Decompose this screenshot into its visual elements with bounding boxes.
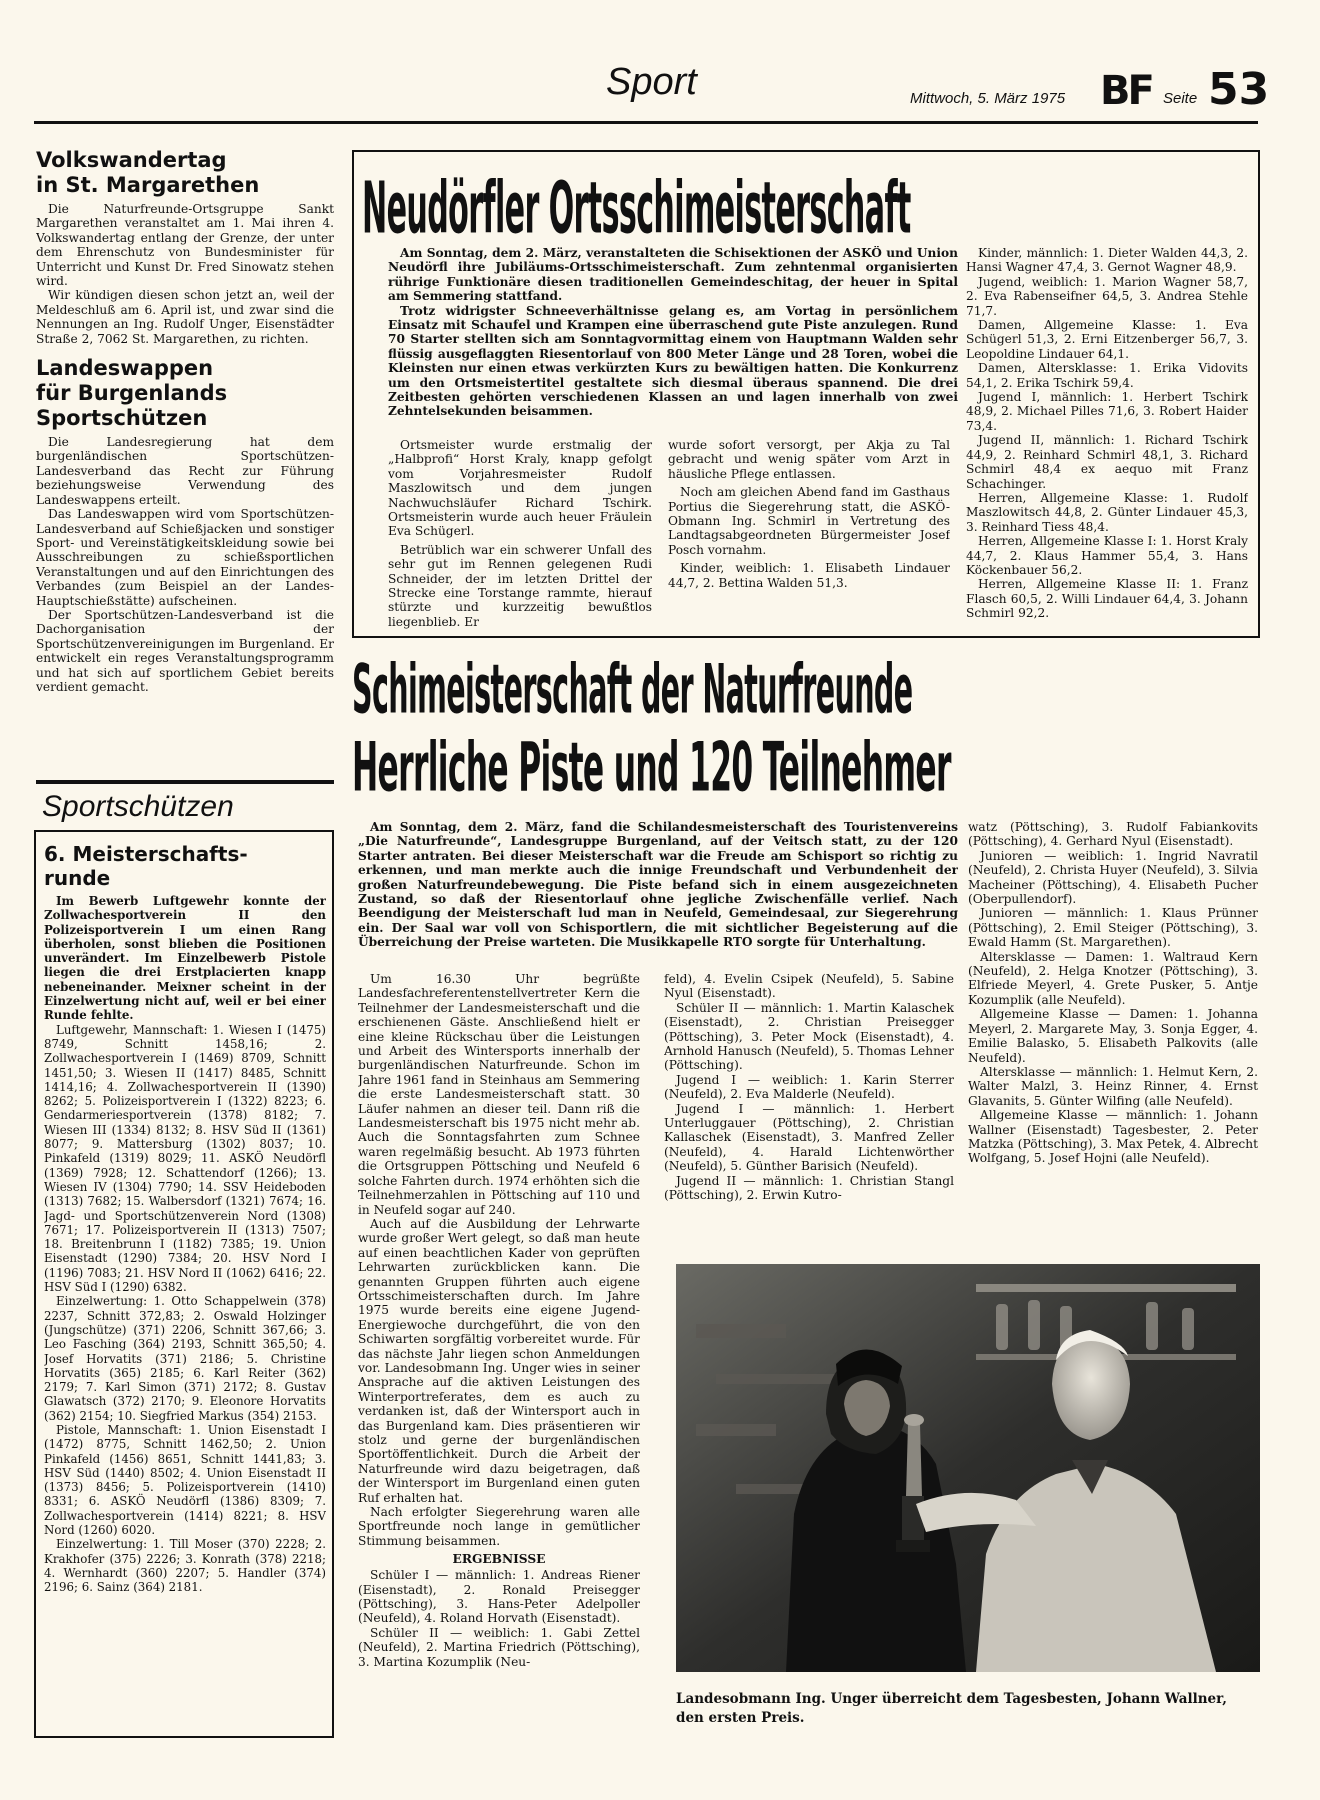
headline-herrliche-piste: Herrliche Piste und 120 Teilnehmer [352, 729, 951, 808]
title-line: Sportschützen [36, 406, 208, 431]
lead-paragraph: Am Sonntag, dem 2. März, veranstalteten die Schisektionen der ASKÖ und Union Neudörfl ihre Jubiläums-Ortsschimeisterschaft. Zum zehntenmal organisierten rührige Funktionäre diesen traditionellen Gemeindeschitag, der heuer in Spital am Semmering stattfand. [388, 246, 958, 304]
paragraph: Die Naturfreunde-Ortsgruppe Sankt Margarethen veranstaltet am 1. Mai ihren 4. Volkswandertag entlang der Grenze, der unter dem Ehrenschutz von Bundesminister für Unterricht und Kunst Dr. Fred Sinowatz stehen wird. [36, 202, 334, 289]
article-title-landeswappen [36, 356, 334, 431]
naturfreunde-lead [358, 820, 958, 960]
naturfreunde-col3 [968, 820, 1258, 1250]
naturfreunde-col1 [358, 972, 640, 1752]
page-label: Seite [1163, 90, 1198, 107]
left-column [36, 146, 334, 776]
news-photo [676, 1264, 1260, 1672]
page-number: 53 [1208, 64, 1270, 115]
results-heading: ERGEBNISSE [452, 1552, 546, 1567]
paragraph: wurde sofort versorgt, per Akja zu Tal gebracht und wenig später vom Arzt in häusliche Pflege entlassen. [668, 438, 950, 481]
paragraph: Im Bewerb Luftgewehr konnte der Zollwachesportverein II den Polizeisportverein I um einen Rang überholen, sonst blieben die Positionen unverändert. Im Einzelbewerb Pistole liegen die drei Erstplacierten knapp nebeneinander. Meixner scheint in der Einzelwertung nicht auf, weil er bei einer Runde fehlte. [44, 894, 326, 1023]
title-line: in St. Margarethen [36, 173, 260, 197]
result-line: watz (Pöttsching), 3. Rudolf Fabiankovits (Pöttsching), 4. Gerhard Nyul (Eisenstadt). [968, 820, 1258, 849]
paragraph: Einzelwertung: 1. Otto Schappelwein (378) 2237, Schnitt 372,83; 2. Oswald Holzinger (Jungschütze) (371) 2206, Schnitt 367,66; 3. Leo Fasching (364) 2193, Schnitt 365,50; 4. Josef Horvatits (371) 2186; 5. Christine Horvatits (365) 2185; 6. Karl Reiter (362) 2179; 7. Karl Simon (371) 2172; 8. Gustav Glawatsch (372) 2170; 9. Eleonore Horvatits (362) 2154; 10. Siegfried Markus (354) 2153. [44, 1294, 326, 1423]
neudoerfl-col1 [388, 438, 652, 632]
left-rule [36, 780, 334, 784]
paragraph: Pistole, Mannschaft: 1. Union Eisenstadt I (1472) 8775, Schnitt 1462,50; 2. Union Pinkafeld (1456) 8651, Schnitt 1441,83; 3. HSV Süd (1440) 8502; 4. Union Eisenstadt II (1373) 8456; 5. Polizeisportverein (1410) 8331; 6. ASKÖ Neudörfl (1386) 8309; 7. Zollwachesportverein (1414) 8221; 8. HSV Nord (1260) 6020. [44, 1422, 326, 1538]
headline-neudoerfl: Neudörfler Ortsschimeisterschaft [362, 166, 911, 250]
result-line: Altersklasse — Damen: 1. Waltraud Kern (Neufeld), 2. Helga Knotzer (Pöttsching), 3. Elfriede Meyerl, 4. Grete Pusker, 5. Antje Kozumplik (alle Neufeld). [968, 949, 1258, 1007]
result-line: Schüler I — männlich: 1. Andreas Riener (Eisenstadt), 2. Ronald Preisegger (Pöttsching), 3. Hans-Peter Adelpoller (Neufeld), 4. Roland Horvath (Eisenstadt). [358, 1568, 640, 1626]
result-line: Jugend II, männlich: 1. Richard Tschirk 44,9, 2. Reinhard Schmirl 48,1, 3. Richard Schmirl 48,4 ex aequo mit Franz Schachinger. [966, 433, 1248, 491]
result-line: Jugend I — männlich: 1. Herbert Unterluggauer (Pöttsching), 2. Christian Kallaschek (Eisenstadt), 3. Manfred Zeller (Neufeld), 4. Harald Lichtenwörther (Neufeld), 5. Günther Barisich (Neufeld). [664, 1101, 954, 1174]
result-line: Altersklasse — männlich: 1. Helmut Kern, 2. Walter Malzl, 3. Heinz Rinner, 4. Ernst Glavanits, 5. Günter Wilfing (alle Neufeld). [968, 1064, 1258, 1108]
paragraph: Wir kündigen diesen schon jetzt an, weil der Meldeschluß am 6. April ist, und zwar sind die Nennungen an Ing. Rudolf Unger, Eisenstädter Straße 2, 7062 St. Margarethen, zu richten. [36, 288, 334, 346]
photo-image [676, 1264, 1260, 1672]
masthead-rule [34, 121, 1258, 124]
paragraph: Auch auf die Ausbildung der Lehrwarte wurde großer Wert gelegt, so daß man heute auf einen beachtlichen Kader von geprüften Lehrwarten zurückblicken kann. Die genannten Gruppen führten auch eigene Ortsschimeisterschaften durch. Im Jahre 1975 wurde bereits eine eigene Jugend-Energiewoche durchgeführt, die von den Schiwarten sorgfältig vorbereitet wurde. Für das nächste Jahr liegen schon Anmeldungen vor. Landesobmann Ing. Unger wies in seiner Ansprache auf die aktiven Leistungen des Winterportreferates, dem es auch zu verdanken ist, daß der Wintersport auch in das Burgenland kam. Dies präsentieren wir stolz und gerne der burgenländischen Sportöffentlichkeit. Durch die Arbeit der Naturfreunde wird dazu beigetragen, daß der Wintersport im Burgenland einen guten Ruf erhalten hat. [358, 1216, 640, 1505]
paragraph: Ortsmeister wurde erstmalig der „Halbprofi“ Horst Kraly, knapp gefolgt vom Vorjahresmeister Rudolf Maszlowitsch und dem jungen Nachwuchsläufer Richard Tschirk. Ortsmeisterin wurde auch heuer Fräulein Eva Schügerl. [388, 438, 652, 539]
title-line: für Burgenlands [36, 381, 228, 406]
paragraph: Der Sportschützen-Landesverband ist die Dachorganisation der Sportschützenvereinigungen im Burgenland. Er entwickelt ein reges Veranstaltungsprogramm und hat sich auf sportlichem Gebiet bereits verdient gemacht. [36, 607, 334, 694]
paragraph: Nach erfolgter Siegerehrung waren alle Sportfreunde noch lange in gemütlicher Stimmung beisammen. [358, 1505, 640, 1548]
lead-paragraph: Trotz widrigster Schneeverhältnisse gelang es, am Vortag in persönlichem Einsatz mit Schaufel und Krampen eine überraschend gute Piste anzulegen. Rund 70 Starter stellten sich am Sonntagvormittag einem von Hauptmann Walden sehr flüssig ausgeflaggten Riesentorlauf von 800 Meter Länge und 28 Toren, wobei die Kleinsten nur einen etwas verkürzten Kurs zu bewältigen hatten. Die Konkurrenz um den Ortsmeistertitel gestaltete sich diesmal überaus spannend. Die drei Zeitbesten gehörten verschiedenen Klassen an und lagen innerhalb von zwei Zehntelsekunden beisammen. [388, 303, 958, 419]
section-heading-sportschuetzen: Sportschützen [42, 790, 234, 823]
photo-caption: Landesobmann Ing. Unger überreicht dem Tagesbesten, Johann Wallner, den ersten Preis. [676, 1691, 1227, 1726]
paragraph: Einzelwertung: 1. Till Moser (370) 2228; 2. Krakhofer (375) 2226; 3. Konrath (378) 2218; 4. Wernhardt (360) 2207; 5. Handler (374) 2196; 6. Sainz (364) 2181. [44, 1537, 326, 1595]
result-line: Jugend, weiblich: 1. Marion Wagner 58,7, 2. Eva Rabenseifner 64,5, 3. Andrea Stehle 71,7. [966, 274, 1248, 318]
result-line: Herren, Allgemeine Klasse II: 1. Franz Flasch 60,5, 2. Willi Lindauer 64,4, 3. Johann Schmirl 92,2. [966, 577, 1248, 621]
paragraph: Kinder, weiblich: 1. Elisabeth Lindauer 44,7, 2. Bettina Walden 51,3. [668, 561, 950, 590]
title-line: 6. Meisterschafts- [44, 842, 248, 866]
result-line: Junioren — weiblich: 1. Ingrid Navratil (Neufeld), 2. Christa Huyer (Neufeld), 3. Silvia Macheiner (Pöttsching), 4. Elisabeth Pucher (Oberpullendorf). [968, 848, 1258, 907]
headline-naturfreunde: Schimeisterschaft der Naturfreunde [352, 651, 913, 730]
result-line: Damen, Allgemeine Klasse: 1. Eva Schügerl 51,3, 2. Erni Eitzenberger 56,7, 3. Leopoldine Lindauer 64,1. [966, 318, 1248, 361]
title-line: Landeswappen [36, 356, 214, 381]
paragraph: Luftgewehr, Mannschaft: 1. Wiesen I (1475) 8749, Schnitt 1458,16; 2. Zollwachesportverein I (1469) 8709, Schnitt 1451,50; 3. Wiesen II (1417) 8485, Schnitt 1414,16; 4. Zollwachesportverein II (1390) 8262; 5. Polizeisportverein I (1322) 8223; 6. Gendarmeriesportverein (1378) 8182; 7. Wiesen III (1334) 8132; 8. HSV Süd II (1361) 8077; 9. Mattersburg (1302) 8037; 10. Pinkafeld (1319) 8029; 11. ASKÖ Neudörfl (1369) 7928; 12. Schattendorf (1266); 13. Wiesen IV (1304) 7790; 14. SSV Heideboden (1313) 7682; 15. Walbersdorf (1321) 7674; 16. Jagd- und Sportschützenverein Nord (1308) 7671; 17. Polizeisportverein II (1313) 7507; 18. Breitenbrunn I (1182) 7385; 19. Union Eisenstadt (1290) 7384; 20. HSV Nord I (1196) 7083; 21. HSV Nord II (1062) 6416; 22. HSV Süd I (1290) 6382. [44, 1022, 326, 1295]
result-line: feld), 4. Evelin Csipek (Neufeld), 5. Sabine Nyul (Eisenstadt). [664, 972, 954, 1001]
neudoerfl-col2 [668, 438, 950, 632]
result-line: Allgemeine Klasse — Damen: 1. Johanna Meyerl, 2. Margarete May, 3. Sonja Egger, 4. Emilie Balasko, 5. Elisabeth Palkovits (alle Neufeld). [968, 1007, 1258, 1065]
paragraph: Um 16.30 Uhr begrüßte Landesfachreferentenstellvertreter Kern die Teilnehmer der Landesmeisterschaft und die erschienenen Gäste. Anschließend hielt er eine kleine Rückschau über die Leistungen und Arbeit des Wintersports innerhalb der burgenländischen Naturfreunde. Schon im Jahre 1961 fand in Steinhaus am Semmering die erste Landesmeisterschaft statt. 30 Läufer nahmen an dieser teil. Dann riß die Landesmeisterschaft bis 1975 nicht mehr ab. Auch die Sonntagsfahrten zum Schnee waren regelmäßig besucht. Ab 1973 führten die Ortsgruppen Pöttsching und Neufeld 6 solche Fahrten durch. 1974 erhöhten sich die Teilnehmerzahlen in Pöttsching auf 110 und in Neufeld sogar auf 240. [358, 972, 640, 1217]
paragraph: Noch am gleichen Abend fand im Gasthaus Portius die Siegerehrung statt, die ASKÖ-Obmann Ing. Schmirl in Vertretung des Landtagsabgeordneten Bürgermeister Josef Posch vornahm. [668, 485, 950, 557]
result-line: Kinder, männlich: 1. Dieter Walden 44,3, 2. Hansi Wagner 47,4, 3. Gernot Wagner 48,9. [966, 246, 1248, 275]
title-line: runde [44, 866, 111, 890]
result-line: Herren, Allgemeine Klasse: 1. Rudolf Maszlowitsch 44,8, 2. Günter Lindauer 45,3, 3. Reinhard Tiess 48,4. [966, 490, 1248, 534]
neudoerfl-results [966, 246, 1248, 632]
issue-date: Mittwoch, 5. März 1975 [910, 90, 1066, 107]
neudoerfl-lead [388, 246, 958, 432]
naturfreunde-col2 [664, 972, 954, 1238]
result-line: Jugend II — männlich: 1. Christian Stangl (Pöttsching), 2. Erwin Kutro- [664, 1173, 954, 1203]
article-title-meisterschaftsrunde [44, 842, 326, 890]
result-line: Allgemeine Klasse — männlich: 1. Johann Wallner (Eisenstadt) Tagesbester, 2. Peter Matzka (Pöttsching), 3. Max Petek, 4. Albrecht Wolfgang, 5. Josef Hojni (alle Neufeld). [968, 1108, 1258, 1166]
paragraph: Die Landesregierung hat dem burgenländischen Sportschützen-Landesverband das Recht zur Führung beziehungsweise Verwendung des Landeswappens erteilt. [36, 435, 334, 507]
lead-paragraph: Am Sonntag, dem 2. März, fand die Schilandesmeisterschaft des Touristenvereins „Die Naturfreunde“, Landesgruppe Burgenland, auf der Veitsch statt, zu der 120 Starter antraten. Bei dieser Meisterschaft war die Freude am Schisport so richtig zu erkennen, und man merkte auch die innige Freundschaft und Verbundenheit der großen Naturfreundebewegung. Die Piste befand sich in einem ausgezeichneten Zustand, so daß der Riesentorlauf ohne jegliche Zwischenfälle verlief. Nach Beendigung der Meisterschaft lud man in Neufeld, Gemeindesaal, zur Siegerehrung ein. Der Saal war voll von Schisportlern, die mit sichtlicher Begeisterung auf die Überreichung der Preise warteten. Die Musikkapelle RTO sorgte für Unterhaltung. [358, 820, 958, 950]
result-line: Herren, Allgemeine Klasse I: 1. Horst Kraly 44,7, 2. Klaus Hammer 55,4, 3. Hans Köckenbauer 56,2. [966, 534, 1248, 577]
section-title: Sport [606, 61, 697, 103]
title-line: Volkswandertag [36, 148, 227, 172]
result-line: Schüler II — weiblich: 1. Gabi Zettel (Neufeld), 2. Martina Friedrich (Pöttsching), 3. Martina Kozumplik (Neu- [358, 1625, 640, 1669]
article-title-volkswandertag [36, 148, 334, 198]
sportschuetzen-content [44, 840, 326, 1734]
logo-bf: BF [1100, 68, 1152, 114]
result-line: Jugend I, männlich: 1. Herbert Tschirk 48,9, 2. Michael Pilles 71,6, 3. Robert Haider 73,4. [966, 390, 1248, 433]
result-line: Schüler II — männlich: 1. Martin Kalaschek (Eisenstadt), 2. Christian Preisegger (Pöttsching), 3. Peter Mock (Eisenstadt), 4. Arnhold Hanusch (Neufeld), 5. Thomas Lehner (Pöttsching). [664, 1000, 954, 1073]
result-line: Jugend I — weiblich: 1. Karin Sterrer (Neufeld), 2. Eva Malderle (Neufeld). [664, 1072, 954, 1102]
paragraph: Betrüblich war ein schwerer Unfall des sehr gut im Rennen gelegenen Rudi Schneider, der im letzten Drittel der Strecke eine Torstange rammte, hierauf stürzte und kurzzeitig bewußtlos liegenblieb. Er [388, 542, 652, 629]
result-line: Junioren — männlich: 1. Klaus Prünner (Pöttsching), 2. Emil Steiger (Pöttsching), 3. Ewald Hamm (St. Margarethen). [968, 906, 1258, 950]
result-line: Damen, Altersklasse: 1. Erika Vidovits 54,1, 2. Erika Tschirk 59,4. [966, 361, 1248, 390]
paragraph: Das Landeswappen wird vom Sportschützen-Landesverband auf Schießjacken und sonstiger Sport- und Vereinstätigkeitskleidung sowie bei Ausschreibungen zu schießsportlichen Veranstaltungen und auf den Einrichtungen des Verbandes (zum Beispiel an der Landes-Hauptschießstätte) aufscheinen. [36, 507, 334, 608]
